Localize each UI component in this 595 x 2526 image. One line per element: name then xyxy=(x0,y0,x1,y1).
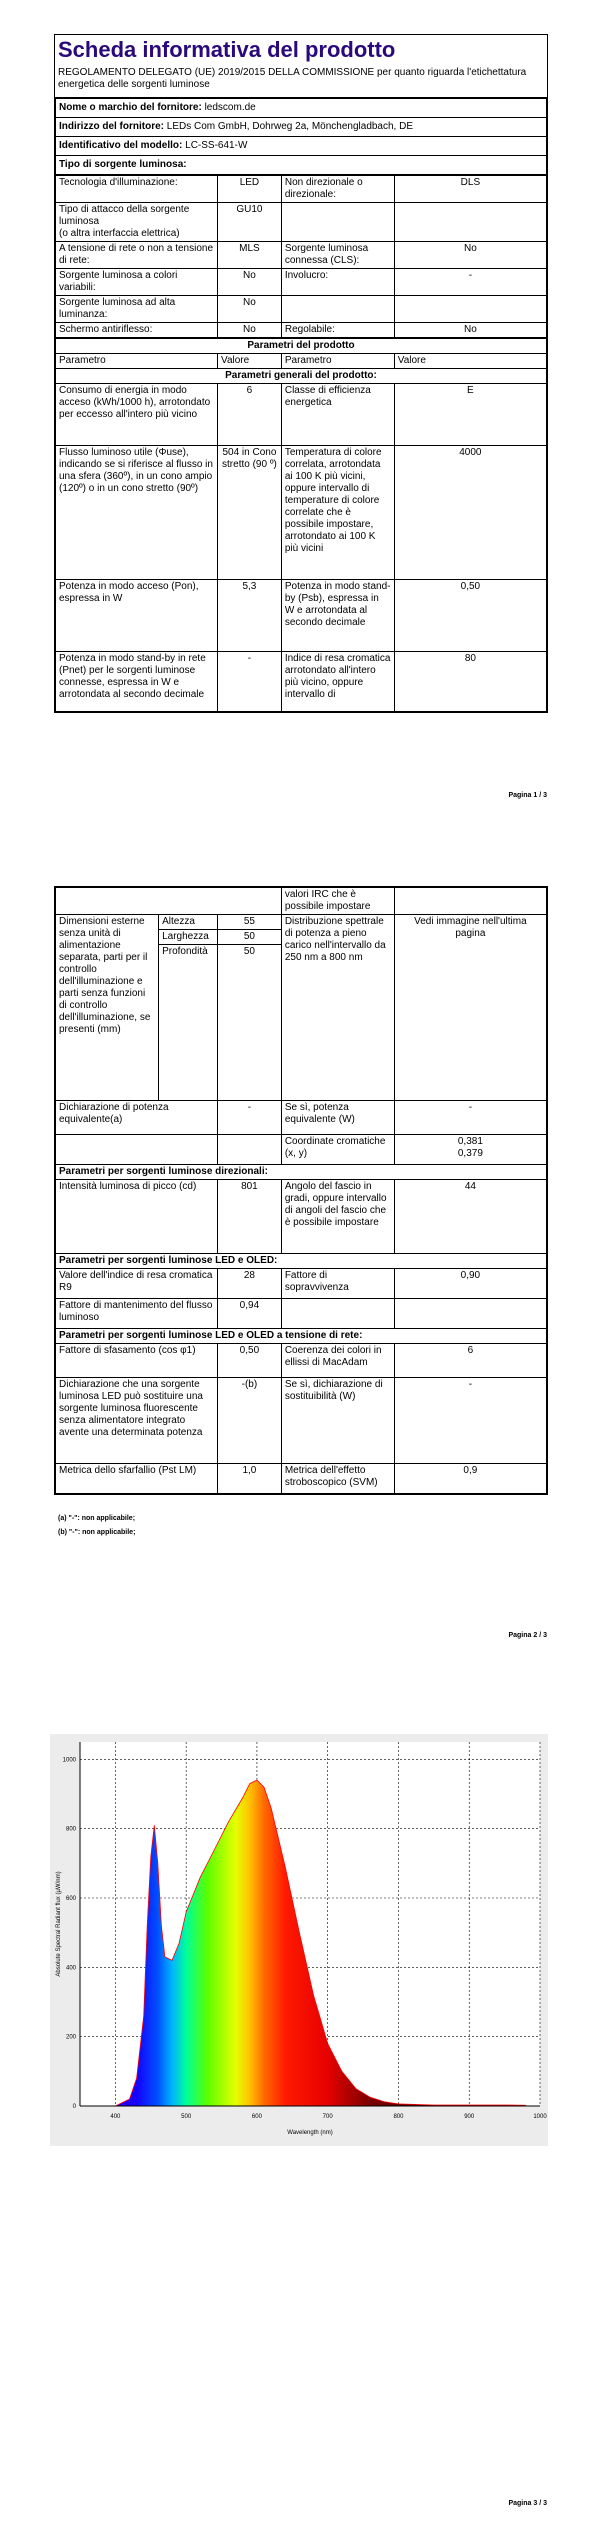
params-box-2 xyxy=(54,886,548,1495)
type-row-glare xyxy=(56,323,547,338)
page-1 xyxy=(0,0,595,820)
pnet-value: - xyxy=(218,652,282,712)
pon-label: Potenza in modo acceso (Pon), espressa in W xyxy=(56,580,218,652)
tech-value: LED xyxy=(218,176,282,203)
replace-w-label: Se sì, dichiarazione di sostituibilità (W) xyxy=(281,1378,394,1464)
class-label: Classe di efficienza energetica xyxy=(281,384,394,446)
type-table xyxy=(55,175,547,338)
y-tick-label: 600 xyxy=(65,1896,76,1902)
y-value: 0,379 xyxy=(457,1148,483,1159)
brand-value: ledscom.de xyxy=(204,102,256,113)
height-value: 55 xyxy=(218,915,282,930)
x-axis-label: Wavelength (nm) xyxy=(287,2130,333,2136)
supplier-table xyxy=(55,98,547,175)
cct-label: Temperatura di colore correlata, arrotondata ai 100 K più vicini, oppure intervallo di temperature di colore correlate che è possibile impostare, arrotondato ai 100 K più vicini xyxy=(281,446,394,580)
regulation-text: REGOLAMENTO DELEGATO (UE) 2019/2015 DELLA COMMISSIONE per quanto riguarda l'etichettatura energetica delle sorgenti luminose xyxy=(55,65,547,98)
footnotes xyxy=(58,1512,135,1540)
spd-label: Distribuzione spettrale di potenza a pieno carico nell'intervallo da 250 nm a 800 nm xyxy=(281,915,394,1101)
flux-value: 504 in Cono stretto (90 º) xyxy=(218,446,282,580)
footnote-b: (b) "-": non applicabile; xyxy=(58,1529,136,1536)
cri-value: 80 xyxy=(394,652,546,712)
dim-label: Regolabile: xyxy=(281,323,394,338)
col-value-2: Valore xyxy=(394,354,546,369)
y-tick-label: 800 xyxy=(65,1826,76,1833)
peak-value: 801 xyxy=(218,1180,282,1254)
tech-label: Tecnologia d'illuminazione: xyxy=(56,176,218,203)
dims-label: Dimensioni esterne senza unità di alimentazione separata, parti per il controllo dell'illuminazione e parti senza funzioni di controllo dell'illuminazione, se presenti (mm) xyxy=(56,915,159,1101)
eqw-value: - xyxy=(394,1101,546,1135)
class-value: E xyxy=(394,384,546,446)
type-label: Tipo di sorgente luminosa: xyxy=(56,156,547,175)
cap-note: (o altra interfaccia elettrica) xyxy=(59,228,180,239)
width-label: Larghezza xyxy=(159,930,218,945)
depth-label: Profondità xyxy=(159,945,218,1101)
mains-title: Parametri per sorgenti luminose LED e OLED a tensione di rete: xyxy=(56,1329,547,1344)
x-value: 0,381 xyxy=(457,1136,483,1147)
r9-label: Valore dell'indice di resa cromatica R9 xyxy=(56,1269,218,1299)
psb-value: 0,50 xyxy=(394,580,546,652)
page-number-3: Pagina 3 / 3 xyxy=(508,2500,547,2507)
mains-value: MLS xyxy=(218,242,282,269)
psb-label: Potenza in modo stand-by (Psb), espressa in W e arrotondata al secondo decimale xyxy=(281,580,394,652)
model-value: LC-SS-641-W xyxy=(185,140,248,151)
cap-value: GU10 xyxy=(218,203,282,242)
pst-label: Metrica dello sfarfallio (Pst LM) xyxy=(56,1464,218,1494)
params-table-1 xyxy=(55,338,547,712)
spectrum-svg xyxy=(50,1734,548,2146)
height-label: Altezza xyxy=(159,915,218,930)
phase-value: 0,50 xyxy=(218,1344,282,1378)
eqw-label: Se sì, potenza equivalente (W) xyxy=(281,1101,394,1135)
maint-label: Fattore di mantenimento del flusso luminoso xyxy=(56,1299,218,1329)
led-title: Parametri per sorgenti luminose LED e OLED: xyxy=(56,1254,547,1269)
footnote-a: (a) "-": non applicabile; xyxy=(58,1515,136,1522)
spectrum-chart xyxy=(50,1734,548,2146)
flux-label: Flusso luminoso utile (Φuse), indicando se si riferisce al flusso in una sfera (360º), in un cono ampio (120º) o in un cono stretto (90º) xyxy=(56,446,218,580)
cls-label: Sorgente luminosa connessa (CLS): xyxy=(281,242,394,269)
replace-value: -(b) xyxy=(218,1378,282,1464)
glare-label: Schermo antiriflesso: xyxy=(56,323,218,338)
address-label: Indirizzo del fornitore: xyxy=(59,121,164,132)
width-value: 50 xyxy=(218,930,282,945)
page-number-1: Pagina 1 / 3 xyxy=(508,792,547,799)
replace-label: Dichiarazione che una sorgente luminosa LED può sostituire una sorgente luminosa fluorescente senza alimentatore integrato avente una determinata potenza xyxy=(56,1378,218,1464)
x-tick-label: 400 xyxy=(110,2114,121,2120)
x-tick-label: 600 xyxy=(251,2114,262,2120)
params-section-title: Parametri del prodotto xyxy=(56,339,547,354)
cri-label-a: Indice di resa cromatica arrotondato all'intero più vicino, oppure intervallo di xyxy=(281,652,394,712)
general-title: Parametri generali del prodotto: xyxy=(56,369,547,384)
model-label: Identificativo del modello: xyxy=(59,140,183,151)
x-tick-label: 800 xyxy=(393,2114,404,2120)
x-tick-label: 1000 xyxy=(533,2114,547,2120)
type-row-cap xyxy=(56,203,547,242)
depth-value: 50 xyxy=(218,945,282,1101)
y-tick-label: 400 xyxy=(65,1965,76,1972)
surv-value: 0,90 xyxy=(394,1269,546,1299)
address-row xyxy=(56,118,547,137)
high-value: No xyxy=(218,296,282,323)
mains-label: A tensione di rete o non a tensione di rete: xyxy=(56,242,218,269)
glare-value: No xyxy=(218,323,282,338)
eqpow-value: - xyxy=(218,1101,282,1135)
cap-label: Tipo di attacco della sorgente luminosa xyxy=(59,204,190,227)
eqpow-label: Dichiarazione di potenza equivalente(a) xyxy=(56,1101,218,1135)
doc-title: Scheda informativa del prodotto xyxy=(58,37,396,62)
dir-value: DLS xyxy=(394,176,546,203)
type-row-tech xyxy=(56,176,547,203)
energy-value: 6 xyxy=(218,384,282,446)
brand-row xyxy=(56,99,547,118)
dir-label: Non direzionale o direzionale: xyxy=(281,176,394,203)
cct-value: 4000 xyxy=(394,446,546,580)
env-value: - xyxy=(394,269,546,296)
peak-label: Intensità luminosa di picco (cd) xyxy=(56,1180,218,1254)
macadam-value: 6 xyxy=(394,1344,546,1378)
brand-label: Nome o marchio del fornitore: xyxy=(59,102,202,113)
product-sheet-box xyxy=(54,34,548,713)
page-3 xyxy=(0,1700,595,2526)
svm-value: 0,9 xyxy=(394,1464,546,1494)
y-tick-label: 200 xyxy=(65,2034,76,2041)
y-tick-label: 0 xyxy=(72,2104,76,2110)
high-label: Sorgente luminosa ad alta luminanza: xyxy=(56,296,218,323)
pon-value: 5,3 xyxy=(218,580,282,652)
beam-value: 44 xyxy=(394,1180,546,1254)
page-2 xyxy=(0,870,595,1650)
r9-value: 28 xyxy=(218,1269,282,1299)
type-row-mains xyxy=(56,242,547,269)
cri-label-b: valori IRC che è possibile impostare xyxy=(281,888,394,915)
directional-title: Parametri per sorgenti luminose direzionali: xyxy=(56,1165,547,1180)
macadam-label: Coerenza dei colori in ellissi di MacAdam xyxy=(281,1344,394,1378)
svm-label: Metrica dell'effetto stroboscopico (SVM) xyxy=(281,1464,394,1494)
phase-label: Fattore di sfasamento (cos φ1) xyxy=(56,1344,218,1378)
pnet-label: Potenza in modo stand-by in rete (Pnet) per le sorgenti luminose connesse, espressa in W e arrotondata al secondo decimale xyxy=(56,652,218,712)
energy-label: Consumo di energia in modo acceso (kWh/1000 h), arrotondato per eccesso all'intero più vicino xyxy=(56,384,218,446)
col-value-1: Valore xyxy=(218,354,282,369)
replace-w-value: - xyxy=(394,1378,546,1464)
y-axis-label: Absolute Spectral Radiant flux (µW/nm) xyxy=(56,1871,62,1977)
address-value: LEDs Com GmbH, Dohrweg 2a, Mönchengladbach, DE xyxy=(166,121,414,132)
color-value: No xyxy=(218,269,282,296)
x-tick-label: 700 xyxy=(322,2114,333,2120)
type-row-color xyxy=(56,269,547,296)
type-row-high xyxy=(56,296,547,323)
x-tick-label: 900 xyxy=(464,2114,475,2120)
surv-label: Fattore di sopravvivenza xyxy=(281,1269,394,1299)
col-param-2: Parametro xyxy=(281,354,394,369)
cls-value: No xyxy=(394,242,546,269)
maint-value: 0,94 xyxy=(218,1299,282,1329)
beam-label: Angolo del fascio in gradi, oppure intervallo di angoli del fascio che è possibile impostare xyxy=(281,1180,394,1254)
type-row xyxy=(56,156,547,175)
env-label: Involucro: xyxy=(281,269,394,296)
col-param-1: Parametro xyxy=(56,354,218,369)
dim-value: No xyxy=(394,323,546,338)
params-table-2 xyxy=(55,887,547,1494)
page-number-2: Pagina 2 / 3 xyxy=(508,1632,547,1639)
y-tick-label: 1000 xyxy=(62,1757,76,1764)
model-row xyxy=(56,137,547,156)
spd-value: Vedi immagine nell'ultima pagina xyxy=(394,915,546,1101)
pst-value: 1,0 xyxy=(218,1464,282,1494)
xy-label: Coordinate cromatiche (x, y) xyxy=(281,1135,394,1165)
x-tick-label: 500 xyxy=(181,2114,192,2120)
color-label: Sorgente luminosa a colori variabili: xyxy=(56,269,218,296)
